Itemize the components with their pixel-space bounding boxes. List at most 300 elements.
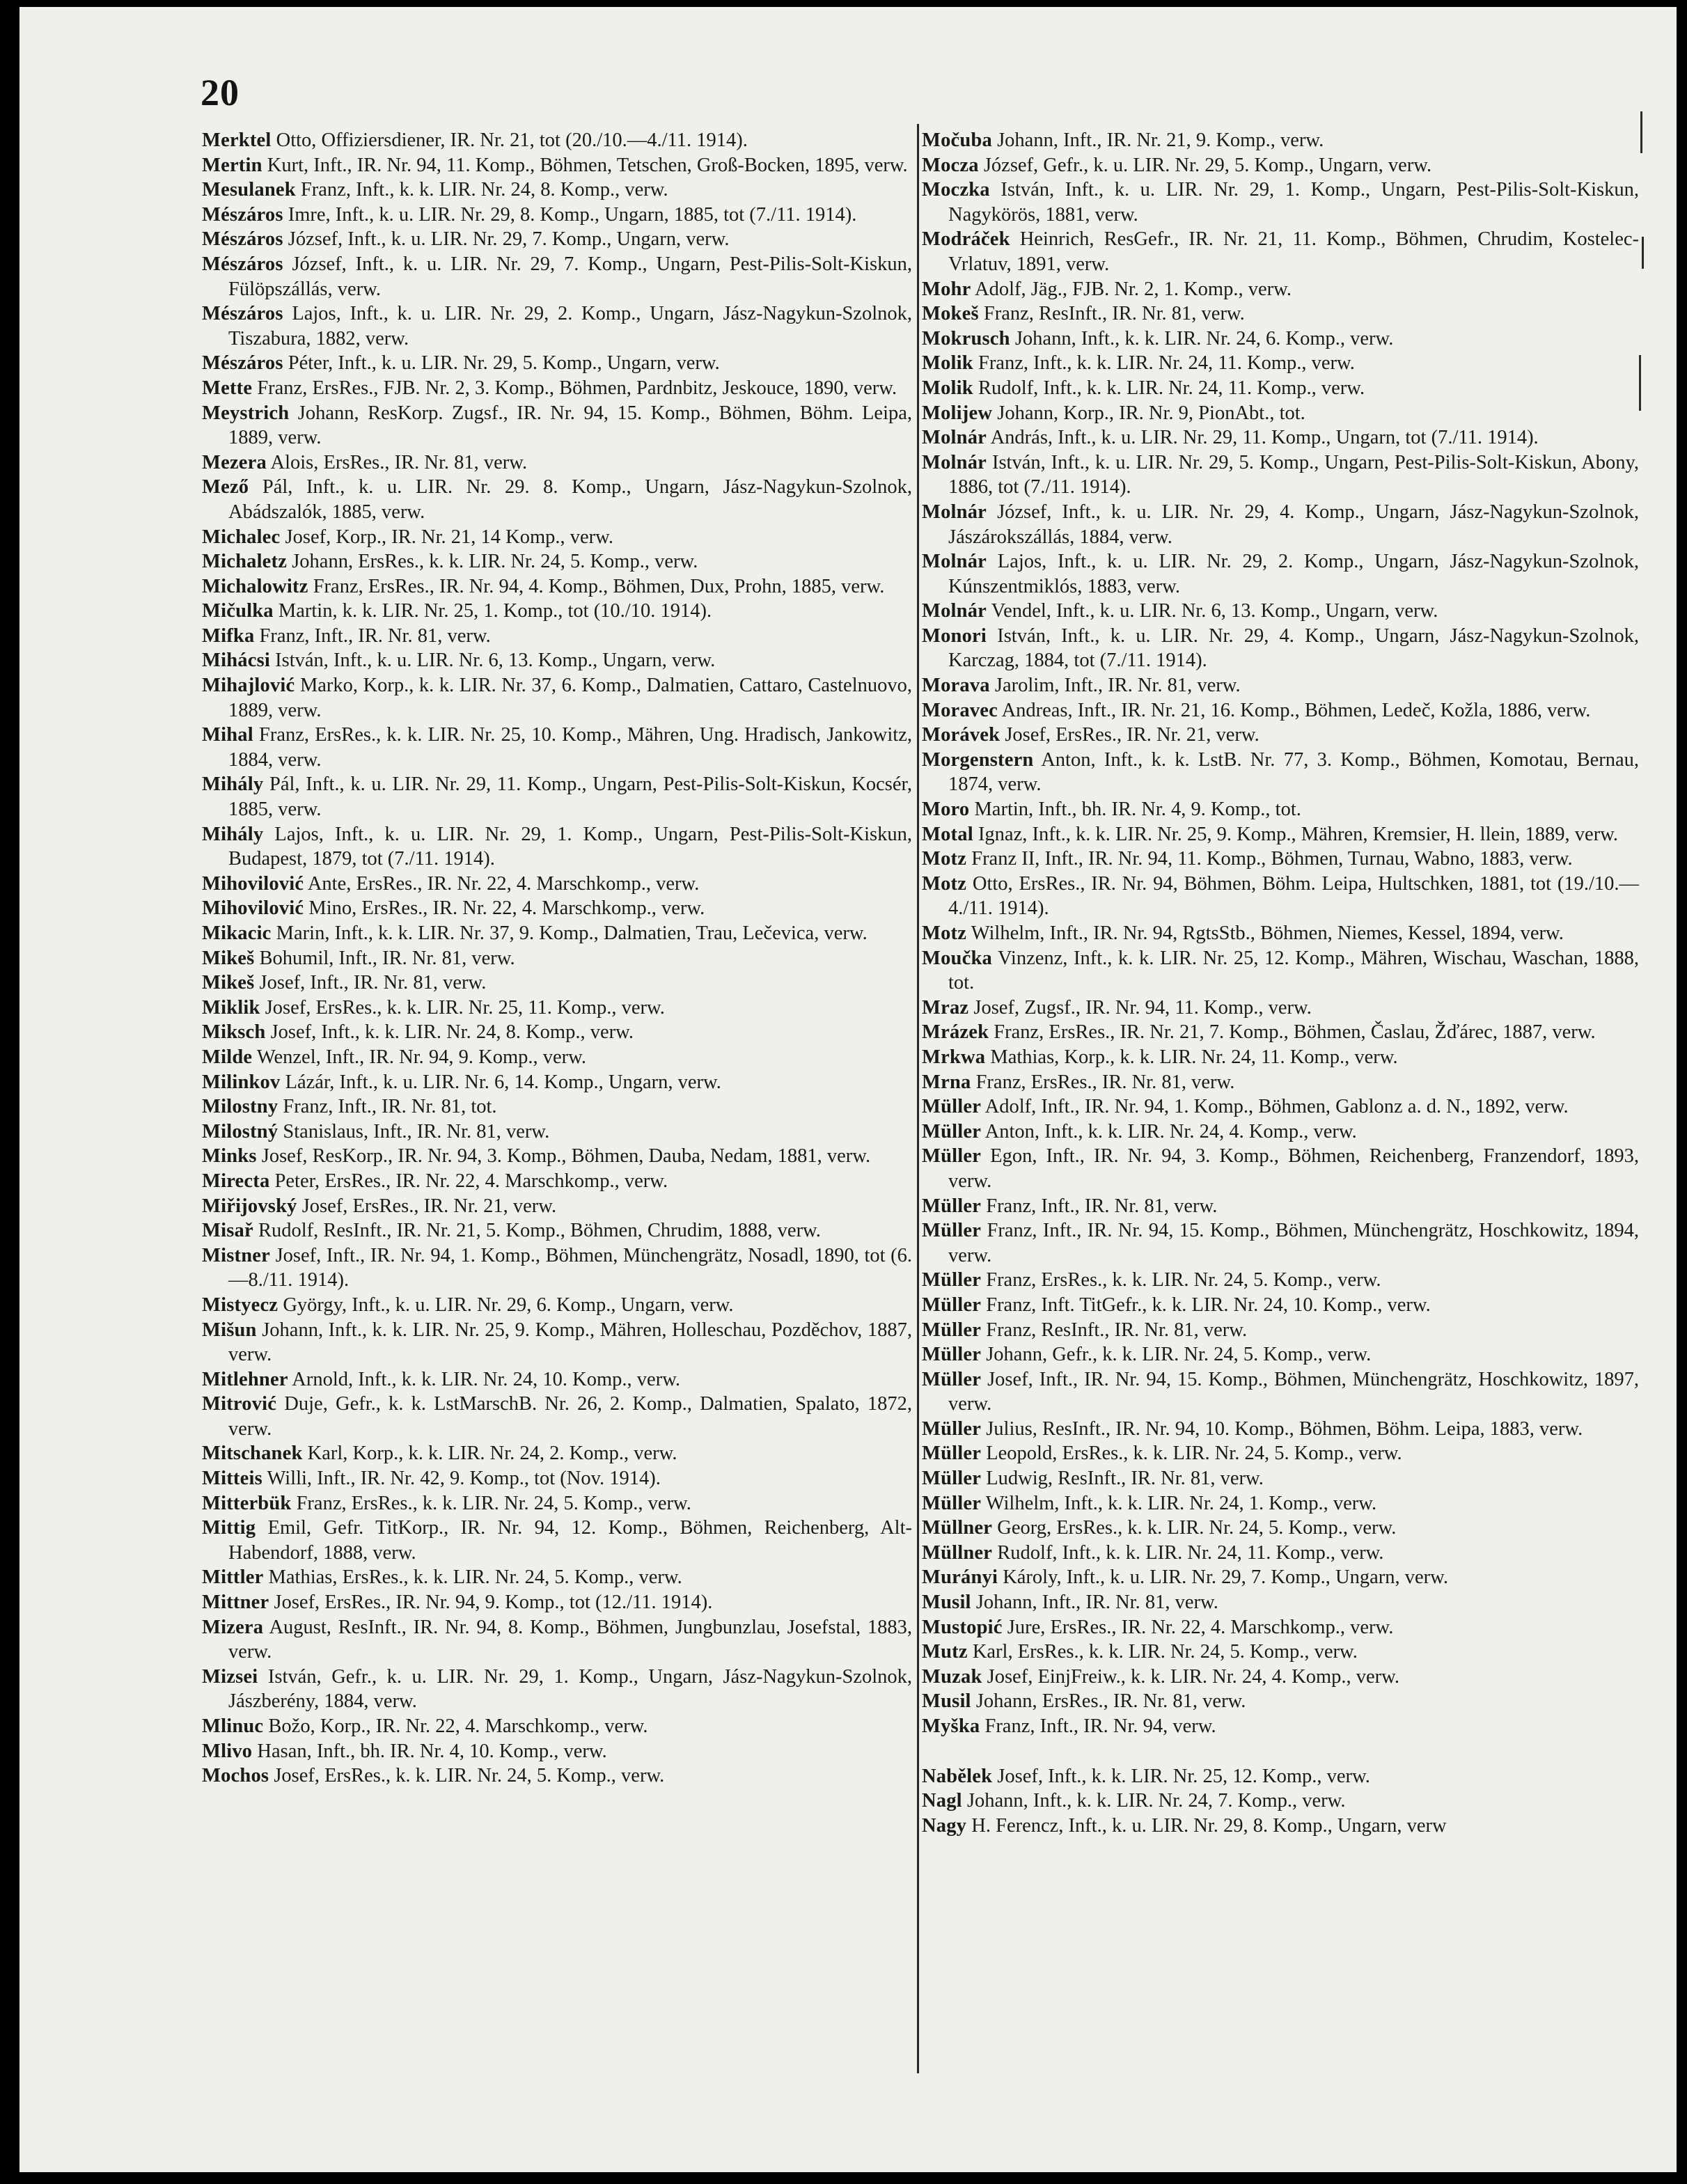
entry-surname: Molik xyxy=(922,377,973,399)
register-entry xyxy=(202,1466,912,1491)
entry-details: József, Inft., k. u. LIR. Nr. 29, 4. Komp., Ungarn, Jász-Nagykun-Szolnok, Jászárokszállás, 1884, verw. xyxy=(948,501,1640,548)
register-entry xyxy=(202,525,912,550)
entry-details: Franz, ErsRes., k. k. LIR. Nr. 25, 10. Komp., Mähren, Ung. Hradisch, Jankowitz, 1884, verw. xyxy=(228,724,912,771)
entry-details: Péter, Inft., k. u. LIR. Nr. 29, 5. Komp., Ungarn, verw. xyxy=(288,352,720,375)
register-entry xyxy=(922,872,1639,921)
entry-details: Johann, ResKorp. Zugsf., IR. Nr. 94, 15. Komp., Böhmen, Böhm. Leipa, 1889, verw. xyxy=(228,402,913,449)
entry-details: Johann, Inft., k. k. LIR. Nr. 24, 6. Komp., verw. xyxy=(1014,327,1394,349)
register-entry xyxy=(202,772,912,822)
register-entry xyxy=(922,1689,1639,1714)
entry-surname: Mocza xyxy=(922,154,979,176)
entry-details: Josef, ErsRes., IR. Nr. 21, verw. xyxy=(301,1195,557,1217)
entry-surname: Milostný xyxy=(202,1120,278,1142)
entry-surname: Molnár xyxy=(922,451,987,473)
entry-surname: Monori xyxy=(922,624,987,647)
register-entry xyxy=(922,1293,1639,1318)
entry-surname: Müller xyxy=(922,1294,982,1316)
register-entry xyxy=(202,1045,912,1070)
entry-details: István, Gefr., k. u. LIR. Nr. 29, 1. Komp., Ungarn, Jász-Nagykun-Szolnok, Jászberény, 1884, verw. xyxy=(228,1665,912,1713)
register-entry xyxy=(922,450,1639,500)
register-entry xyxy=(922,1665,1639,1690)
entry-details: Imre, Inft., k. u. LIR. Nr. 29, 8. Komp., Ungarn, 1885, tot (7./11. 1914). xyxy=(288,203,857,226)
register-entry xyxy=(922,1640,1639,1665)
entry-surname: Musil xyxy=(922,1690,971,1713)
entry-surname: Motz xyxy=(922,872,967,895)
entry-surname: Müller xyxy=(922,1417,982,1440)
entry-details: Johann, Inft., IR. Nr. 21, 9. Komp., verw. xyxy=(997,129,1324,151)
register-entry xyxy=(922,996,1639,1021)
entry-surname: Morgenstern xyxy=(922,748,1034,771)
register-entry xyxy=(922,327,1639,352)
entry-surname: Mitschanek xyxy=(202,1443,303,1465)
entry-details: Karl, Korp., k. k. LIR. Nr. 24, 2. Komp., verw. xyxy=(307,1443,677,1465)
entry-details: Lajos, Inft., k. u. LIR. Nr. 29, 2. Komp., Ungarn, Jász-Nagykun-Szolnok, Tiszabura, 1882, verw. xyxy=(228,303,912,349)
entry-details: Leopold, ErsRes., k. k. LIR. Nr. 24, 5. Komp., verw. xyxy=(986,1443,1402,1465)
entry-details: Franz, Inft., IR. Nr. 94, verw. xyxy=(984,1715,1216,1737)
entry-details: Josef, Inft., IR. Nr. 94, 1. Komp., Böhmen, Münchengrätz, Nosadl, 1890, tot (6.—8./11. 1914). xyxy=(228,1244,913,1291)
entry-surname: Mičulka xyxy=(202,600,274,622)
entry-details: Rudolf, ResInft., IR. Nr. 21, 5. Komp., Böhmen, Chrudim, 1888, verw. xyxy=(258,1220,821,1242)
register-entry xyxy=(922,1045,1639,1070)
register-entry xyxy=(202,1144,912,1169)
entry-details: Franz, ErsRes., k. k. LIR. Nr. 24, 5. Komp., verw. xyxy=(986,1269,1381,1291)
entry-details: Wilhelm, Inft., k. k. LIR. Nr. 24, 1. Komp., verw. xyxy=(985,1492,1377,1514)
register-entry xyxy=(922,128,1639,153)
register-entry xyxy=(202,1516,912,1565)
register-entry xyxy=(922,1367,1639,1417)
entry-details: Franz, ErsRes., FJB. Nr. 2, 3. Komp., Böhmen, Pardnbitz, Jeskouce, 1890, verw. xyxy=(257,377,897,399)
entry-surname: Mrázek xyxy=(922,1021,989,1044)
entry-surname: Michaletz xyxy=(202,551,288,573)
register-entry xyxy=(202,1441,912,1466)
register-entry xyxy=(202,128,912,153)
entry-details: Emil, Gefr. TitKorp., IR. Nr. 94, 12. Komp., Böhmen, Reichenberg, Alt-Habendorf, 1888, verw. xyxy=(228,1517,912,1564)
register-entry xyxy=(922,1714,1639,1739)
entry-details: István, Inft., k. u. LIR. Nr. 29, 4. Komp., Ungarn, Jász-Nagykun-Szolnok, Karczag, 1884, tot (7./11. 1914). xyxy=(948,624,1640,672)
register-entry xyxy=(202,450,912,476)
entry-details: Josef, Zugsf., IR. Nr. 94, 11. Komp., verw. xyxy=(973,996,1312,1019)
entry-details: Josef, ResKorp., IR. Nr. 94, 3. Komp., Böhmen, Dauba, Nedam, 1881, verw. xyxy=(261,1145,871,1168)
right-column xyxy=(922,128,1639,1838)
register-entry xyxy=(922,748,1639,797)
register-entry xyxy=(202,1218,912,1243)
register-entry xyxy=(202,971,912,996)
entry-details: Johann, ErsRes., IR. Nr. 81, verw. xyxy=(975,1690,1246,1713)
entry-details: Karl, ErsRes., k. k. LIR. Nr. 24, 5. Komp., verw. xyxy=(972,1641,1358,1663)
register-entry xyxy=(922,376,1639,401)
register-entry xyxy=(922,227,1639,276)
entry-surname: Mokrusch xyxy=(922,327,1010,349)
entry-surname: Miklik xyxy=(202,996,260,1019)
entry-details: Franz, Inft., k. k. LIR. Nr. 24, 11. Komp., verw. xyxy=(978,352,1355,375)
entry-details: Franz, ResInft., IR. Nr. 81, verw. xyxy=(983,303,1245,325)
register-entry xyxy=(922,500,1639,549)
entry-details: Kurt, Inft., IR. Nr. 94, 11. Komp., Böhmen, Tetschen, Groß-Bocken, 1895, verw. xyxy=(267,154,908,176)
register-entry xyxy=(202,1392,912,1441)
entry-surname: Mihovilović xyxy=(202,897,304,920)
entry-surname: Molik xyxy=(922,352,973,375)
entry-surname: Muzak xyxy=(922,1665,982,1688)
register-entry xyxy=(922,277,1639,302)
register-entry xyxy=(922,1318,1639,1343)
register-entry xyxy=(202,252,912,301)
entry-surname: Mizera xyxy=(202,1616,264,1638)
entry-surname: Mokeš xyxy=(922,303,979,325)
register-entry xyxy=(922,351,1639,376)
register-entry xyxy=(202,1714,912,1739)
entry-details: Rudolf, Inft., k. k. LIR. Nr. 24, 11. Komp., verw. xyxy=(997,1541,1384,1564)
register-entry xyxy=(202,1243,912,1293)
entry-surname: Milinkov xyxy=(202,1071,281,1093)
entry-details: Wilhelm, Inft., IR. Nr. 94, RgtsStb., Böhmen, Niemes, Kessel, 1894, verw. xyxy=(971,922,1564,944)
register-entry xyxy=(202,673,912,723)
entry-surname: Myška xyxy=(922,1715,980,1737)
register-entry xyxy=(202,1590,912,1615)
entry-details: Lázár, Inft., k. u. LIR. Nr. 6, 14. Komp., Ungarn, verw. xyxy=(285,1071,721,1093)
entry-details: Pál, Inft., k. u. LIR. Nr. 29, 11. Komp., Ungarn, Pest-Pilis-Solt-Kiskun, Kocsér, 1885, verw. xyxy=(228,773,913,821)
entry-surname: Müller xyxy=(922,1344,982,1366)
register-entry xyxy=(922,673,1639,698)
entry-details: Andreas, Inft., IR. Nr. 21, 16. Komp., Böhmen, Ledeč, Kožla, 1886, verw. xyxy=(1001,699,1591,721)
entry-surname: Mihály xyxy=(202,823,264,845)
entry-surname: Mohr xyxy=(922,278,971,300)
entry-details: Marin, Inft., k. k. LIR. Nr. 37, 9. Komp., Dalmatien, Trau, Lečevica, verw. xyxy=(276,922,868,944)
entry-surname: Molijew xyxy=(922,402,993,424)
entry-surname: Müller xyxy=(922,1195,982,1217)
entry-details: Julius, ResInft., IR. Nr. 94, 10. Komp., Böhmen, Böhm. Leipa, 1883, verw. xyxy=(986,1417,1583,1440)
entry-details: Jarolim, Inft., IR. Nr. 81, verw. xyxy=(994,675,1241,697)
entry-details: Martin, Inft., bh. IR. Nr. 4, 9. Komp., tot. xyxy=(974,799,1301,821)
entry-surname: Mihály xyxy=(202,773,264,796)
register-entry xyxy=(202,401,912,450)
register-entry xyxy=(202,946,912,971)
entry-details: H. Ferencz, Inft., k. u. LIR. Nr. 29, 8. Komp., Ungarn, verw xyxy=(971,1814,1447,1837)
entry-surname: Miřijovský xyxy=(202,1195,297,1217)
entry-surname: Moro xyxy=(922,799,970,821)
entry-details: Franz, ErsRes., IR. Nr. 94, 4. Komp., Böhmen, Dux, Prohn, 1885, verw. xyxy=(313,575,885,597)
entry-details: Ludwig, ResInft., IR. Nr. 81, verw. xyxy=(986,1468,1264,1490)
register-entry xyxy=(922,549,1639,599)
entry-details: Egon, Inft., IR. Nr. 94, 3. Komp., Böhmen, Reichenberg, Franzendorf, 1893, verw. xyxy=(948,1145,1639,1192)
register-entry xyxy=(922,921,1639,946)
register-entry xyxy=(202,996,912,1021)
page-number: 20 xyxy=(201,72,240,113)
register-entry xyxy=(922,401,1639,426)
register-entry xyxy=(922,723,1639,748)
register-entry xyxy=(202,872,912,897)
entry-surname: Mikeš xyxy=(202,947,255,969)
entry-details: Josef, Korp., IR. Nr. 21, 14 Komp., verw. xyxy=(285,526,614,548)
entry-details: Josef, ErsRes., IR. Nr. 21, verw. xyxy=(1005,724,1260,746)
entry-surname: Müller xyxy=(922,1443,982,1465)
entry-details: Peter, ErsRes., IR. Nr. 22, 4. Marschkomp., verw. xyxy=(274,1170,668,1192)
register-entry xyxy=(922,1590,1639,1615)
entry-surname: Morava xyxy=(922,675,990,697)
entry-details: Johann, Gefr., k. k. LIR. Nr. 24, 5. Komp., verw. xyxy=(986,1344,1372,1366)
entry-details: Franz, Inft., IR. Nr. 94, 15. Komp., Böhmen, Münchengrätz, Hoschkowitz, 1894, verw. xyxy=(948,1220,1640,1266)
entry-details: Josef, Inft., IR. Nr. 81, verw. xyxy=(259,972,487,994)
register-entry xyxy=(922,425,1639,450)
register-entry xyxy=(202,723,912,772)
entry-surname: Mitteis xyxy=(202,1468,262,1490)
entry-surname: Müllner xyxy=(922,1517,993,1539)
entry-details: Willi, Inft., IR. Nr. 42, 9. Komp., tot (Nov. 1914). xyxy=(267,1468,661,1490)
entry-details: Josef, Inft., k. k. LIR. Nr. 24, 8. Komp., verw. xyxy=(270,1021,634,1044)
entry-details: Wenzel, Inft., IR. Nr. 94, 9. Komp., verw. xyxy=(256,1046,587,1068)
register-entry xyxy=(922,797,1639,822)
entry-surname: Mészáros xyxy=(202,228,283,251)
entry-surname: Mezera xyxy=(202,451,267,473)
entry-surname: Mette xyxy=(202,377,253,399)
margin-mark xyxy=(1640,111,1642,153)
entry-surname: Moučka xyxy=(922,947,992,969)
entry-details: Adolf, Jäg., FJB. Nr. 2, 1. Komp., verw. xyxy=(975,278,1292,300)
register-entry xyxy=(202,896,912,921)
register-entry xyxy=(922,178,1639,227)
entry-surname: Mihajlović xyxy=(202,675,295,697)
register-entry xyxy=(202,153,912,178)
register-entry xyxy=(922,1020,1639,1045)
entry-surname: Mizsei xyxy=(202,1665,258,1688)
entry-surname: Motal xyxy=(922,823,973,845)
entry-surname: Müller xyxy=(922,1220,982,1242)
entry-details: Johann, Korp., IR. Nr. 9, PionAbt., tot. xyxy=(997,402,1305,424)
entry-surname: Müller xyxy=(922,1120,982,1142)
entry-surname: Mraz xyxy=(922,996,969,1019)
register-entry xyxy=(922,1516,1639,1541)
column-divider xyxy=(917,124,919,2073)
register-entry xyxy=(202,1318,912,1367)
register-entry xyxy=(922,1218,1639,1268)
entry-surname: Müller xyxy=(922,1368,982,1390)
register-entry xyxy=(202,822,912,872)
entry-surname: Mihal xyxy=(202,724,253,746)
register-entry xyxy=(202,1739,912,1764)
entry-details: István, Inft., k. u. LIR. Nr. 29, 5. Komp., Ungarn, Pest-Pilis-Solt-Kiskun, Abony, 1886, tot (7./11. 1914). xyxy=(948,451,1640,498)
entry-details: Adolf, Inft., IR. Nr. 94, 1. Komp., Böhmen, Gablonz a. d. N., 1892, verw. xyxy=(984,1096,1569,1118)
register-entry xyxy=(922,1144,1639,1193)
entry-surname: Mlivo xyxy=(202,1740,253,1762)
entry-surname: Mészáros xyxy=(202,203,283,226)
register-entry xyxy=(922,1417,1639,1442)
entry-surname: Mrna xyxy=(922,1071,971,1093)
entry-surname: Moravec xyxy=(922,699,998,721)
register-entry xyxy=(202,549,912,574)
entry-details: István, Inft., k. u. LIR. Nr. 6, 13. Komp., Ungarn, verw. xyxy=(275,650,716,672)
entry-details: August, ResInft., IR. Nr. 94, 8. Komp., Böhmen, Jungbunzlau, Josefstal, 1883, verw. xyxy=(228,1616,912,1663)
entry-details: Lajos, Inft., k. u. LIR. Nr. 29, 2. Komp., Ungarn, Jász-Nagykun-Szolnok, Kúnszentmiklós, 1883, verw. xyxy=(948,551,1640,597)
entry-details: Johann, Inft., k. k. LIR. Nr. 25, 9. Komp., Mähren, Holleschau, Pozděchov, 1887, verw. xyxy=(228,1319,912,1366)
entry-surname: Mistner xyxy=(202,1244,270,1266)
register-entry xyxy=(202,1020,912,1045)
entry-details: Arnold, Inft., k. k. LIR. Nr. 24, 10. Komp., verw. xyxy=(292,1368,681,1390)
entry-details: Heinrich, ResGefr., IR. Nr. 21, 11. Komp., Böhmen, Chrudim, Kostelec-Vrlatuv, 1891, verw. xyxy=(948,228,1640,275)
entry-details: Otto, Offiziersdiener, IR. Nr. 21, tot (20./10.—4./11. 1914). xyxy=(276,129,748,151)
entry-surname: Mitlehner xyxy=(202,1368,288,1390)
entry-surname: Mistyecz xyxy=(202,1294,278,1316)
entry-surname: Nagl xyxy=(922,1790,962,1812)
entry-details: Mathias, Korp., k. k. LIR. Nr. 24, 11. Komp., verw. xyxy=(990,1046,1398,1068)
register-entry xyxy=(922,1194,1639,1219)
entry-surname: Modráček xyxy=(922,228,1010,251)
entry-details: Johann, Inft., IR. Nr. 81, verw. xyxy=(975,1592,1218,1614)
entry-surname: Milde xyxy=(202,1046,253,1068)
register-entry xyxy=(922,1094,1639,1120)
entry-surname: Mutz xyxy=(922,1641,968,1663)
entry-details: Franz, Inft., IR. Nr. 81, tot. xyxy=(283,1096,497,1118)
entry-surname: Mittler xyxy=(202,1566,264,1589)
register-entry xyxy=(922,153,1639,178)
register-entry xyxy=(202,203,912,228)
register-entry xyxy=(922,1070,1639,1095)
entry-surname: Motz xyxy=(922,848,967,870)
register-entry xyxy=(202,1665,912,1714)
entry-details: Johann, ErsRes., k. k. LIR. Nr. 24, 5. Komp., verw. xyxy=(292,551,698,573)
margin-mark xyxy=(1642,237,1644,269)
register-entry xyxy=(202,1491,912,1516)
register-entry xyxy=(922,1342,1639,1367)
register-entry xyxy=(202,301,912,351)
entry-details: Franz, ErsRes., IR. Nr. 21, 7. Komp., Böhmen, Časlau, Žďárec, 1887, verw. xyxy=(994,1021,1596,1044)
entry-details: Károly, Inft., k. u. LIR. Nr. 29, 7. Komp., Ungarn, verw. xyxy=(1003,1566,1449,1589)
register-entry xyxy=(202,1094,912,1120)
register-entry xyxy=(202,351,912,376)
entry-surname: Morávek xyxy=(922,724,1001,746)
register-entry xyxy=(922,1491,1639,1516)
entry-surname: Meystrich xyxy=(202,402,290,424)
margin-mark xyxy=(1639,355,1641,411)
register-entry xyxy=(202,574,912,599)
entry-surname: Mészáros xyxy=(202,253,283,275)
register-entry xyxy=(922,946,1639,996)
entry-details: Georg, ErsRes., k. k. LIR. Nr. 24, 5. Komp., verw. xyxy=(997,1517,1397,1539)
left-column xyxy=(202,128,912,1789)
register-entry xyxy=(922,1565,1639,1590)
entry-details: Pál, Inft., k. u. LIR. Nr. 29. 8. Komp., Ungarn, Jász-Nagykun-Szolnok, Abádszalók, 1885, verw. xyxy=(228,476,913,523)
entry-details: Martin, k. k. LIR. Nr. 25, 1. Komp., tot (10./10. 1914). xyxy=(278,600,712,622)
entry-details: Vinzenz, Inft., k. k. LIR. Nr. 25, 12. Komp., Mähren, Wischau, Waschan, 1888, tot. xyxy=(948,947,1639,994)
entry-details: Vendel, Inft., k. u. LIR. Nr. 6, 13. Komp., Ungarn, verw. xyxy=(991,600,1438,622)
register-entry xyxy=(202,1070,912,1095)
register-entry xyxy=(202,178,912,203)
register-entry xyxy=(922,1466,1639,1491)
entry-details: Josef, Inft., k. k. LIR. Nr. 25, 12. Komp., verw. xyxy=(997,1765,1370,1787)
entry-details: Johann, Inft., k. k. LIR. Nr. 24, 7. Komp., verw. xyxy=(966,1790,1346,1812)
register-entry xyxy=(202,475,912,524)
entry-details: Lajos, Inft., k. u. LIR. Nr. 29, 1. Komp., Ungarn, Pest-Pilis-Solt-Kiskun, Budapest, 1879, tot (7./11. 1914). xyxy=(228,823,913,870)
register-entry xyxy=(202,227,912,252)
entry-surname: Mustopić xyxy=(922,1616,1003,1638)
entry-surname: Moczka xyxy=(922,179,990,201)
scanned-page xyxy=(19,7,1677,2172)
entry-details: Bohumil, Inft., IR. Nr. 81, verw. xyxy=(259,947,515,969)
entry-details: Josef, ErsRes., IR. Nr. 94, 9. Komp., tot (12./11. 1914). xyxy=(274,1592,713,1614)
entry-details: Rudolf, Inft., k. k. LIR. Nr. 24, 11. Komp., verw. xyxy=(978,377,1365,399)
register-entry xyxy=(922,1268,1639,1293)
entry-surname: Murányi xyxy=(922,1566,998,1589)
entry-surname: Mertin xyxy=(202,154,262,176)
entry-details: András, Inft., k. u. LIR. Nr. 29, 11. Komp., Ungarn, tot (7./11. 1914). xyxy=(990,427,1539,449)
register-entry xyxy=(202,376,912,401)
entry-surname: Minks xyxy=(202,1145,257,1168)
entry-surname: Müller xyxy=(922,1269,982,1291)
entry-surname: Mišun xyxy=(202,1319,257,1341)
register-entry xyxy=(202,624,912,649)
entry-details: Ante, ErsRes., IR. Nr. 22, 4. Marschkomp., verw. xyxy=(307,872,700,895)
entry-surname: Mihovilović xyxy=(202,872,304,895)
register-entry xyxy=(202,1120,912,1145)
entry-details: Alois, ErsRes., IR. Nr. 81, verw. xyxy=(270,451,528,473)
register-entry xyxy=(922,847,1639,872)
register-entry xyxy=(922,301,1639,327)
register-entry xyxy=(202,921,912,946)
entry-surname: Musil xyxy=(922,1592,971,1614)
entry-surname: Mirecta xyxy=(202,1170,270,1192)
entry-surname: Merktel xyxy=(202,129,272,151)
entry-details: István, Inft., k. u. LIR. Nr. 29, 1. Komp., Ungarn, Pest-Pilis-Solt-Kiskun, Nagykörös, 1881, verw. xyxy=(948,179,1639,226)
entry-details: Stanislaus, Inft., IR. Nr. 81, verw. xyxy=(283,1120,550,1142)
register-entry xyxy=(922,599,1639,624)
entry-details: Anton, Inft., k. k. LIR. Nr. 24, 4. Komp., verw. xyxy=(984,1120,1357,1142)
entry-surname: Mrkwa xyxy=(922,1046,986,1068)
register-entry xyxy=(202,648,912,673)
entry-surname: Mező xyxy=(202,476,249,498)
entry-surname: Misař xyxy=(202,1220,253,1242)
entry-details: Mathias, ErsRes., k. k. LIR. Nr. 24, 5. Komp., verw. xyxy=(268,1566,682,1589)
entry-details: Božo, Korp., IR. Nr. 22, 4. Marschkomp., verw. xyxy=(268,1715,648,1737)
entry-details: Franz, Inft., IR. Nr. 81, verw. xyxy=(259,624,491,647)
entry-surname: Mochos xyxy=(202,1765,269,1787)
entry-details: Josef, ErsRes., k. k. LIR. Nr. 25, 11. Komp., verw. xyxy=(265,996,665,1019)
entry-surname: Mittner xyxy=(202,1592,269,1614)
entry-details: Franz, Inft., IR. Nr. 81, verw. xyxy=(986,1195,1218,1217)
entry-surname: Müllner xyxy=(922,1541,993,1564)
entry-details: Franz II, Inft., IR. Nr. 94, 11. Komp., Böhmen, Turnau, Wabno, 1883, verw. xyxy=(971,848,1573,870)
entry-details: Ignaz, Inft., k. k. LIR. Nr. 25, 9. Komp., Mähren, Kremsier, H. llein, 1889, verw. xyxy=(978,823,1619,845)
entry-surname: Mészáros xyxy=(202,303,283,325)
register-entry xyxy=(202,1615,912,1665)
register-entry xyxy=(922,1764,1639,1789)
entry-details: Josef, Inft., IR. Nr. 94, 15. Komp., Böhmen, Münchengrätz, Hoschkowitz, 1897, verw. xyxy=(948,1368,1639,1415)
entry-surname: Mesulanek xyxy=(202,179,296,201)
entry-details: Franz, ResInft., IR. Nr. 81, verw. xyxy=(986,1319,1248,1341)
entry-details: József, Gefr., k. u. LIR. Nr. 29, 5. Komp., Ungarn, verw. xyxy=(983,154,1432,176)
register-entry xyxy=(202,1169,912,1194)
register-entry xyxy=(922,1441,1639,1466)
entry-details: Jure, ErsRes., IR. Nr. 22, 4. Marschkomp., verw. xyxy=(1007,1616,1394,1638)
entry-surname: Mittig xyxy=(202,1517,256,1539)
entry-surname: Molnár xyxy=(922,501,987,523)
entry-surname: Mikacic xyxy=(202,922,272,944)
entry-surname: Motz xyxy=(922,922,967,944)
entry-surname: Müller xyxy=(922,1492,982,1514)
entry-surname: Nagy xyxy=(922,1814,967,1837)
entry-details: György, Inft., k. u. LIR. Nr. 29, 6. Komp., Ungarn, verw. xyxy=(283,1294,734,1316)
entry-surname: Müller xyxy=(922,1096,982,1118)
entry-surname: Müller xyxy=(922,1468,982,1490)
register-entry xyxy=(202,1367,912,1392)
entry-details: Mino, ErsRes., IR. Nr. 22, 4. Marschkomp., verw. xyxy=(308,897,705,920)
entry-details: Josef, EinjFreiw., k. k. LIR. Nr. 24, 4. Komp., verw. xyxy=(987,1665,1399,1688)
entry-details: József, Inft., k. u. LIR. Nr. 29, 7. Komp., Ungarn, verw. xyxy=(288,228,730,251)
entry-surname: Mihácsi xyxy=(202,650,270,672)
entry-surname: Molnár xyxy=(922,551,987,573)
entry-details: Marko, Korp., k. k. LIR. Nr. 37, 6. Komp., Dalmatien, Cattaro, Castelnuovo, 1889, verw. xyxy=(228,675,912,721)
entry-surname: Molnár xyxy=(922,600,987,622)
entry-surname: Michalowitz xyxy=(202,575,308,597)
register-entry xyxy=(202,1763,912,1789)
register-entry xyxy=(922,1615,1639,1640)
